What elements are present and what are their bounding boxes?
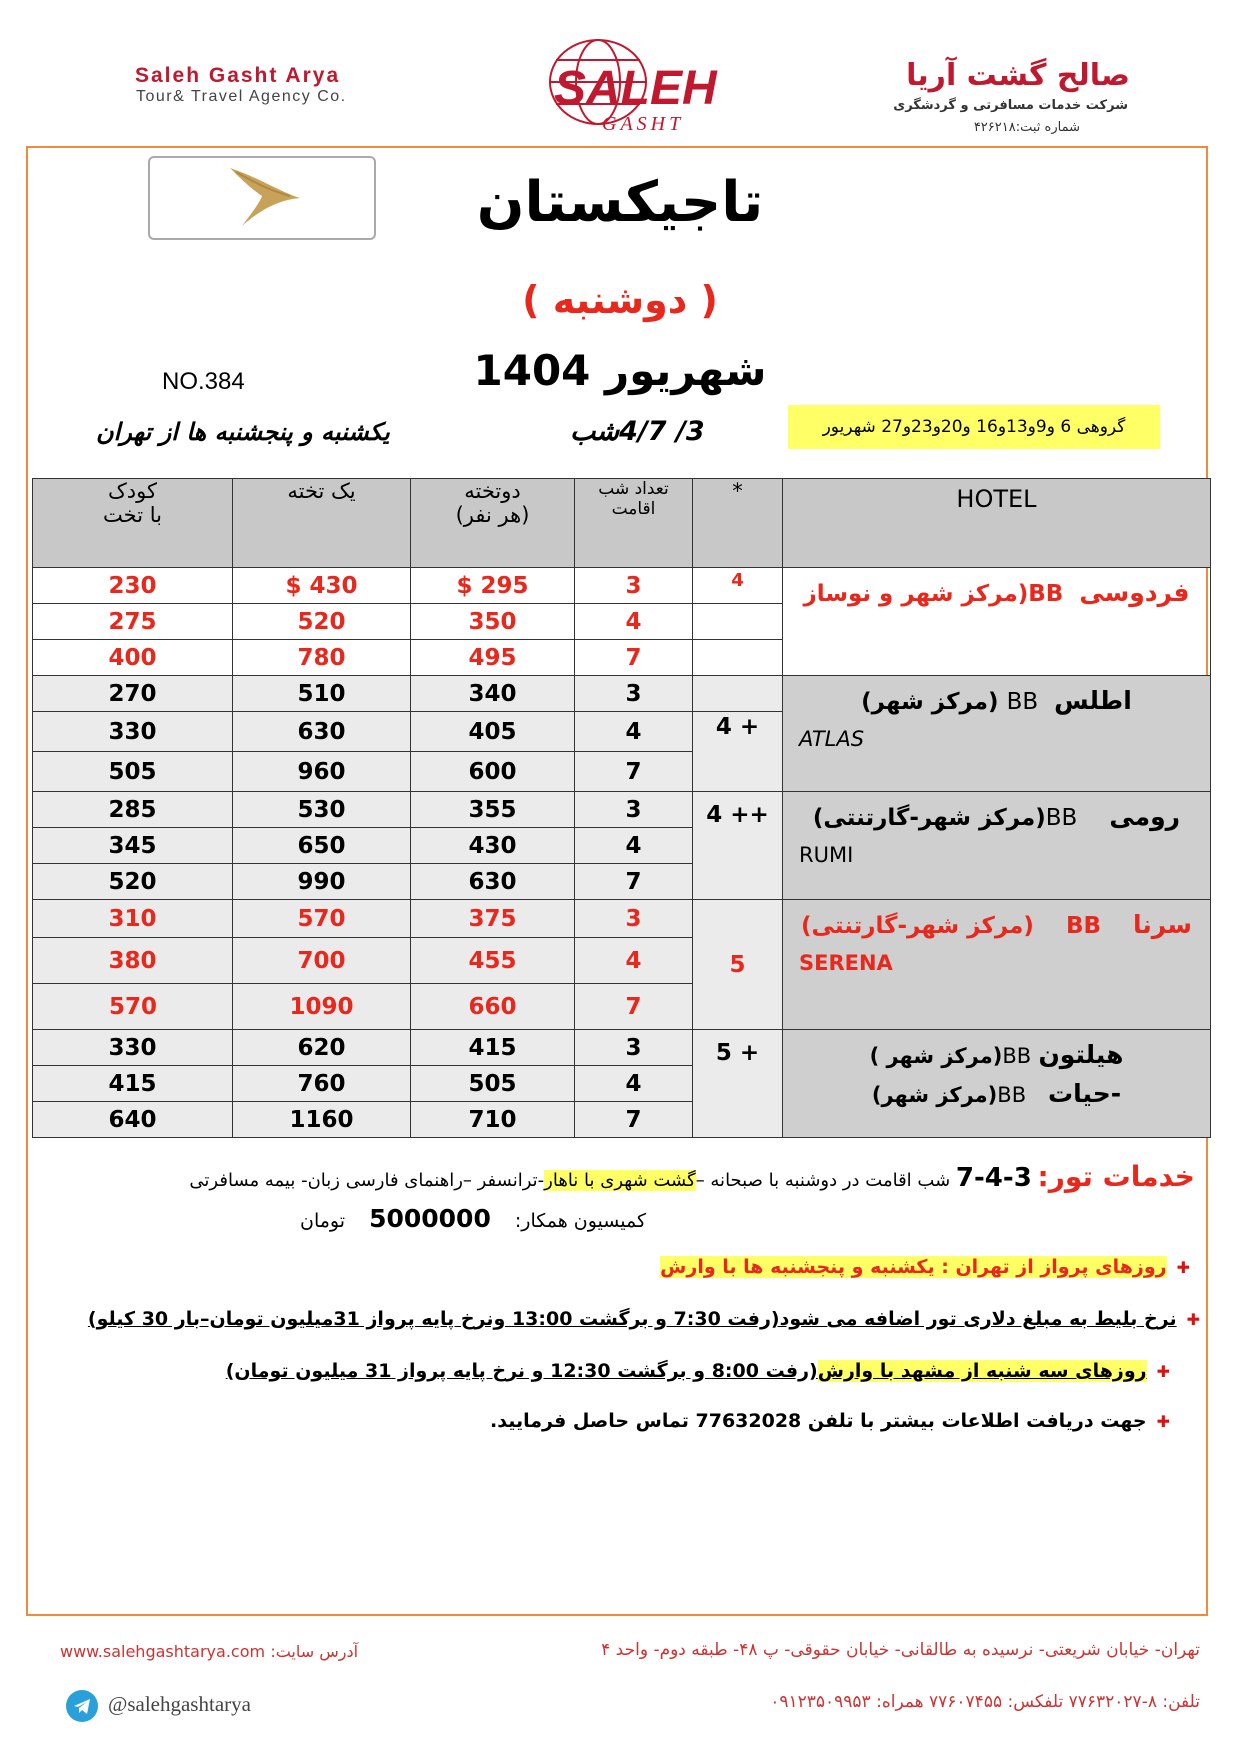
- telegram-icon: [66, 1690, 98, 1722]
- tour-month: شهریور 1404: [473, 346, 767, 395]
- tour-services: خدمات تور: 3-4-7 شب اقامت در دوشنبه با صبحانه –گشت شهری با ناهار-ترانسفر –راهنمای فارسی زبان- بیمه مسافرتی: [189, 1160, 1195, 1193]
- footer-phones: تلفن: ۸-۷۷۶۳۲۰۲۷ تلفکس: ۷۷۶۰۷۴۵۵ همراه: ۰۹۱۲۳۵۰۹۹۵۳: [770, 1692, 1200, 1712]
- table-row: 270 510 340 3 اطلس BB (مرکز شهر) ATLAS: [33, 676, 1211, 712]
- page-title: تاجیکستان: [476, 170, 764, 235]
- departure-day: ( دوشنبه ): [522, 278, 718, 322]
- table-row: 640 1160 710 7: [33, 1102, 1211, 1138]
- bullet-icon: ✚: [1186, 1310, 1200, 1329]
- company-logo: [540, 30, 760, 140]
- hotel-atlas: اطلس BB (مرکز شهر) ATLAS: [783, 676, 1211, 792]
- nights-options: 3/ 4/7شب: [570, 416, 705, 447]
- tour-number: NO.384: [162, 368, 245, 395]
- logo-sub-text: GASHT: [602, 113, 685, 135]
- footer-address: تهران- خیابان شریعتی- نرسیده به طالقانی- خیابان حقوقی- پ ۴۸- طبقه دوم- واحد ۴: [601, 1640, 1200, 1660]
- commission: کمیسیون همکار: 5000000 تومان: [300, 1204, 647, 1233]
- col-hotel: HOTEL: [783, 479, 1211, 568]
- col-double: دوتخته (هر نفر): [411, 479, 575, 568]
- bird-icon: [150, 158, 370, 234]
- flight-days: یکشنبه و پنجشنبه ها از تهران: [96, 418, 390, 446]
- table-row: 275 520 350 4: [33, 604, 1211, 640]
- hotel-serena: سرنا BB (مرکز شهر-گارتنتی) SERENA: [783, 900, 1211, 1030]
- footer-website[interactable]: www.salehgashtarya.com :آدرس سایت: [60, 1642, 359, 1661]
- col-stars: *: [693, 479, 783, 568]
- note-flight-days: ✚روزهای پرواز از تهران : یکشنبه و پنجشنبه ها با وارش: [660, 1256, 1190, 1278]
- table-row: 330 620 415 3 5 + هیلتون BB(مرکز شهر ) -حیات BB(مرکز شهر): [33, 1030, 1211, 1066]
- table-row: 400 780 495 7: [33, 640, 1211, 676]
- table-row: 520 990 630 7: [33, 864, 1211, 900]
- company-name-en: Saleh Gasht Arya: [135, 64, 341, 87]
- bullet-icon: ✚: [1156, 1362, 1170, 1381]
- table-row: 230 $ 430 $ 295 3 4 فردوسی BB(مرکز شهر و نوساز: [33, 568, 1211, 604]
- table-row: 415 760 505 4: [33, 1066, 1211, 1102]
- footer-telegram[interactable]: @salehgashtarya: [66, 1690, 251, 1722]
- hotel-ferdowsi: فردوسی BB(مرکز شهر و نوساز: [783, 568, 1211, 676]
- col-child: کودک با تخت: [33, 479, 233, 568]
- table-row: 345 650 430 4: [33, 828, 1211, 864]
- hotel-rumi: رومی BB(مرکز شهر-گارتنتی) RUMI: [783, 792, 1211, 900]
- table-row: 380 700 455 4: [33, 938, 1211, 984]
- table-row: 505 960 600 7: [33, 752, 1211, 792]
- note-mashhad: ✚روزهای سه شنبه از مشهد با وارش(رفت 8:00 و برگشت 12:30 و نرخ پایه پرواز 31 میلیون تومان): [225, 1360, 1170, 1382]
- col-single: یک تخته: [233, 479, 411, 568]
- hotel-hilton-hyatt: هیلتون BB(مرکز شهر ) -حیات BB(مرکز شهر): [783, 1030, 1211, 1138]
- company-subtitle-en: Tour& Travel Agency Co.: [136, 88, 347, 105]
- registration-number: شماره ثبت:۴۲۶۲۱۸: [973, 120, 1080, 135]
- group-dates: گروهی 6 و9و13و16 و20و23و27 شهریور: [788, 405, 1160, 449]
- note-ticket-price: ✚نرخ بلیط به مبلغ دلاری تور اضافه می شود(رفت 7:30 و برگشت 13:00 ونرخ پایه پرواز 31میلیون تومان–بار 30 کیلو): [87, 1308, 1200, 1330]
- table-header-row: [33, 479, 1211, 568]
- note-contact: ✚جهت دریافت اطلاعات بیشتر با تلفن 77632028 تماس حاصل فرمایید.: [490, 1410, 1170, 1432]
- price-table: [32, 478, 1211, 1138]
- table-row: 285 530 355 3 4 ++ رومی BB(مرکز شهر-گارتنتی) RUMI: [33, 792, 1211, 828]
- table-row: 310 570 375 3 5 سرنا BB (مرکز شهر-گارتنتی) SERENA: [33, 900, 1211, 938]
- col-nights: تعداد شب اقامت: [575, 479, 693, 568]
- airline-logo: [148, 156, 376, 240]
- bullet-icon: ✚: [1176, 1258, 1190, 1277]
- logo-main-text: SALEH: [554, 62, 717, 115]
- table-row: 570 1090 660 7: [33, 984, 1211, 1030]
- company-name-fa: صالح گشت آریا: [906, 58, 1130, 93]
- company-subtitle-fa: شرکت خدمات مسافرتی و گردشگری: [893, 98, 1128, 113]
- table-row: 330 630 405 4 4 +: [33, 712, 1211, 752]
- bullet-icon: ✚: [1156, 1412, 1170, 1431]
